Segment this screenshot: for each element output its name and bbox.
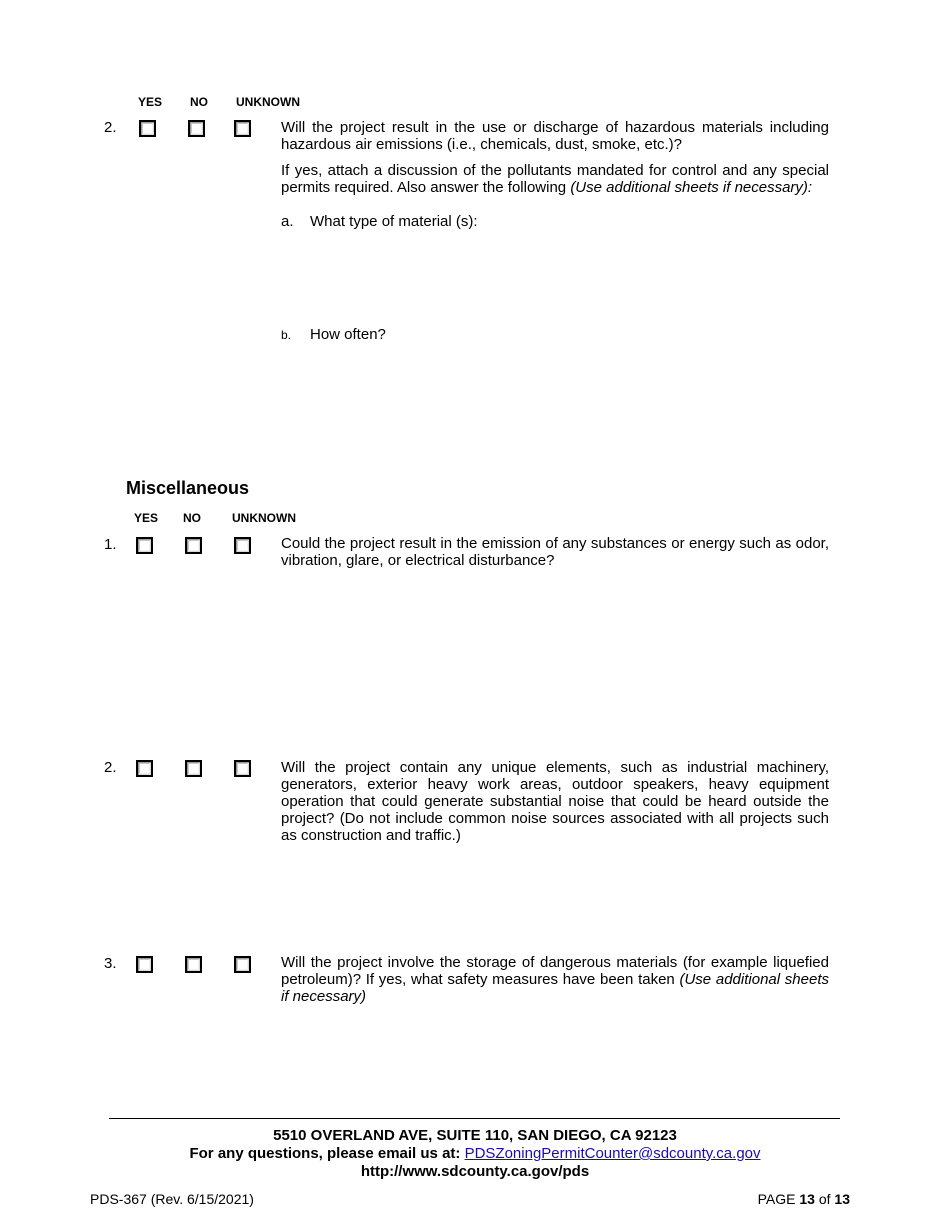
question-number: 2. [104,759,117,776]
column-header-yes: YES [138,95,163,109]
form-id: PDS-367 (Rev. 6/15/2021) [90,1191,254,1207]
question-number: 2. [104,119,117,136]
column-header-no: NO [190,95,208,109]
question-text [281,119,829,153]
column-header-yes: YES [134,511,159,525]
column-header-unknown: UNKNOWN [236,95,300,109]
page-prefix: PAGE [757,1191,800,1207]
q2-followup-note: (Use additional sheets if necessary): [570,179,813,196]
question-text [281,954,829,1005]
column-header-unknown: UNKNOWN [232,511,296,525]
misc-q2-yes-checkbox[interactable] [136,760,153,777]
email-link[interactable]: PDSZoningPermitCounter@sdcounty.ca.gov [464,1145,761,1162]
column-header-no: NO [183,511,201,525]
q2-yes-checkbox[interactable] [139,120,156,137]
footer-website: http://www.sdcounty.ca.gov/pds [360,1163,590,1180]
sub-a-text: What type of material (s): [310,213,478,230]
footer-divider [109,1118,840,1119]
misc-q2-no-checkbox[interactable] [185,760,202,777]
misc-q3-yes-checkbox[interactable] [136,956,153,973]
misc-q3-question: Will the project involve the storage of dangerous materials (for example liquefied petroleum)? If yes, what safety measures have been taken [281,954,829,988]
footer-address: 5510 OVERLAND AVE, SUITE 110, SAN DIEGO, CA 92123 [273,1127,677,1144]
misc-q3-no-checkbox[interactable] [185,956,202,973]
q2-sub-a [281,213,478,230]
footer-email-prefix: For any questions, please email us at: [189,1145,465,1162]
sub-b-text: How often? [310,326,386,343]
question-number: 3. [104,955,117,972]
page-of: of [814,1191,835,1207]
sub-a-label: a. [281,213,294,230]
question-text [281,535,829,569]
misc-q1-no-checkbox[interactable] [185,537,202,554]
page-total: 13 [834,1191,850,1207]
q2-followup-text: If yes, attach a discussion of the pollutants mandated for control and any special permits required. Also answer the following [281,162,829,196]
question-text [281,759,829,844]
footer-contact [0,1145,950,1162]
q2-question: Will the project result in the use or discharge of hazardous materials including hazardous air emissions (i.e., chemicals, dust, smoke, etc.)? [281,119,829,153]
q2-sub-b [281,326,386,343]
misc-q2-unknown-checkbox[interactable] [234,760,251,777]
section-title: Miscellaneous [126,478,250,498]
misc-q1-question: Could the project result in the emission of any substances or energy such as odor, vibration, glare, or electrical disturbance? [281,535,829,569]
q2-unknown-checkbox[interactable] [234,120,251,137]
page-current: 13 [799,1191,815,1207]
misc-q2-question: Will the project contain any unique elements, such as industrial machinery, generators, exterior heavy work areas, outdoor speakers, heavy equipment operation that could generate substantial noise that could be heard outside the project? (Do not include common noise sources associated with all projects such as construction and traffic.) [281,759,829,844]
misc-q1-unknown-checkbox[interactable] [234,537,251,554]
misc-q1-yes-checkbox[interactable] [136,537,153,554]
q2-followup [281,162,829,196]
misc-q3-note: (Use additional sheets if necessary) [281,971,829,1005]
page-number [758,1191,850,1207]
misc-q3-unknown-checkbox[interactable] [234,956,251,973]
q2-no-checkbox[interactable] [188,120,205,137]
sub-b-label: b. [281,328,292,342]
question-number: 1. [104,536,117,553]
